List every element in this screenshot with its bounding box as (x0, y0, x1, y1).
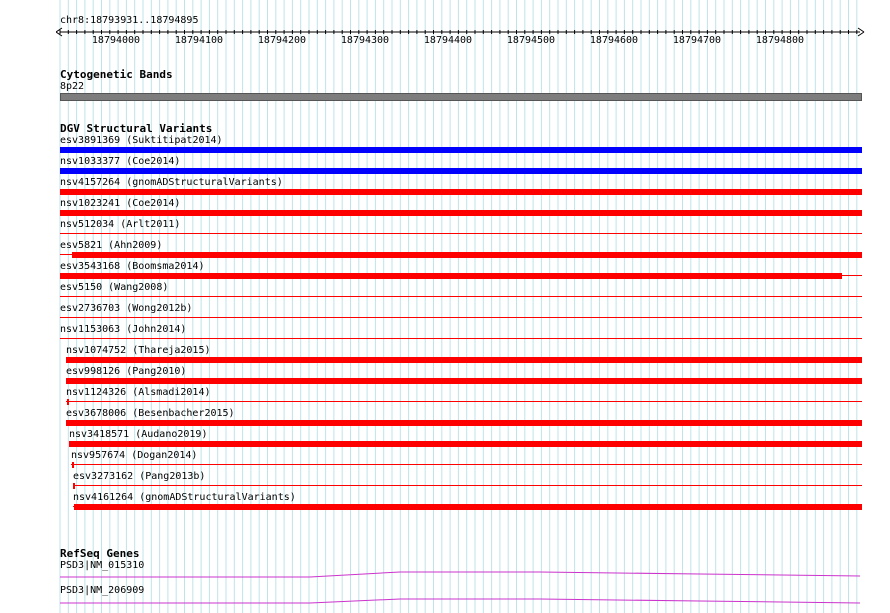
dgv-feature-line (60, 233, 862, 234)
dgv-feature-label[interactable]: nsv957674 (Dogan2014) (71, 450, 198, 461)
ruler-tick-label: 18794700 (672, 35, 722, 46)
dgv-feature-label[interactable]: nsv512034 (Arlt2011) (60, 219, 181, 230)
dgv-feature-bar[interactable] (69, 441, 862, 447)
dgv-feature-label[interactable]: nsv1124326 (Alsmadi2014) (66, 387, 211, 398)
dgv-feature-label[interactable]: nsv4161264 (gnomADStructuralVariants) (73, 492, 296, 503)
dgv-track-title: DGV Structural Variants (60, 122, 213, 135)
dgv-feature-bar[interactable] (72, 252, 862, 258)
dgv-feature-label[interactable]: esv3678006 (Besenbacher2015) (66, 408, 235, 419)
dgv-feature-bar[interactable] (66, 420, 862, 426)
gene-label[interactable]: PSD3|NM_015310 (60, 560, 145, 571)
dgv-feature-bar[interactable] (60, 168, 862, 174)
dgv-feature-label[interactable]: esv998126 (Pang2010) (66, 366, 187, 377)
ruler-tick-label: 18794000 (91, 35, 141, 46)
dgv-feature-line (73, 485, 862, 486)
dgv-feature-label[interactable]: nsv3418571 (Audano2019) (69, 429, 208, 440)
cytoband-track-title: Cytogenetic Bands (60, 68, 173, 81)
dgv-feature-bar[interactable] (66, 357, 862, 363)
dgv-feature-label[interactable]: nsv4157264 (gnomADStructuralVariants) (60, 177, 283, 188)
dgv-feature-bar[interactable] (60, 189, 862, 195)
dgv-feature-label[interactable]: esv3273162 (Pang2013b) (73, 471, 206, 482)
ruler-tick-label: 18794200 (257, 35, 307, 46)
dgv-feature-label[interactable]: esv3891369 (Suktitipat2014) (60, 135, 223, 146)
ruler-tick-label: 18794600 (589, 35, 639, 46)
cytoband-label: 8p22 (60, 81, 85, 92)
dgv-feature-label[interactable]: esv5150 (Wang2008) (60, 282, 169, 293)
dgv-feature-bar[interactable] (67, 399, 69, 405)
refseq-track-title: RefSeq Genes (60, 547, 140, 560)
dgv-feature-bar[interactable] (60, 147, 862, 153)
dgv-feature-label[interactable]: nsv1033377 (Coe2014) (60, 156, 181, 167)
gene-model[interactable] (60, 596, 860, 606)
ruler-tick-label: 18794500 (506, 35, 556, 46)
dgv-feature-bar[interactable] (66, 378, 862, 384)
dgv-feature-line (60, 317, 862, 318)
ruler-tick-label: 18794800 (755, 35, 805, 46)
dgv-feature-bar[interactable] (72, 462, 74, 468)
dgv-feature-label[interactable]: esv2736703 (Wong2012b) (60, 303, 193, 314)
dgv-feature-bar[interactable] (73, 483, 75, 489)
dgv-feature-line (60, 338, 862, 339)
dgv-feature-line (60, 296, 862, 297)
dgv-feature-bar[interactable] (74, 504, 862, 510)
dgv-feature-bar[interactable] (60, 273, 842, 279)
dgv-feature-line (71, 464, 862, 465)
gene-model[interactable] (60, 570, 860, 580)
dgv-feature-bar[interactable] (60, 210, 862, 216)
dgv-feature-label[interactable]: esv5821 (Ahn2009) (60, 240, 163, 251)
dgv-feature-label[interactable]: nsv1074752 (Thareja2015) (66, 345, 211, 356)
ruler-tick-label: 18794100 (174, 35, 224, 46)
ruler-tick-label: 18794400 (423, 35, 473, 46)
cytoband-bar[interactable] (60, 93, 862, 101)
dgv-feature-line (66, 401, 862, 402)
dgv-feature-label[interactable]: esv3543168 (Boomsma2014) (60, 261, 205, 272)
ruler-tick-label: 18794300 (340, 35, 390, 46)
dgv-feature-label[interactable]: nsv1153063 (John2014) (60, 324, 187, 335)
gene-label[interactable]: PSD3|NM_206909 (60, 585, 145, 596)
dgv-feature-label[interactable]: nsv1023241 (Coe2014) (60, 198, 181, 209)
location-label: chr8:18793931..18794895 (60, 15, 199, 26)
